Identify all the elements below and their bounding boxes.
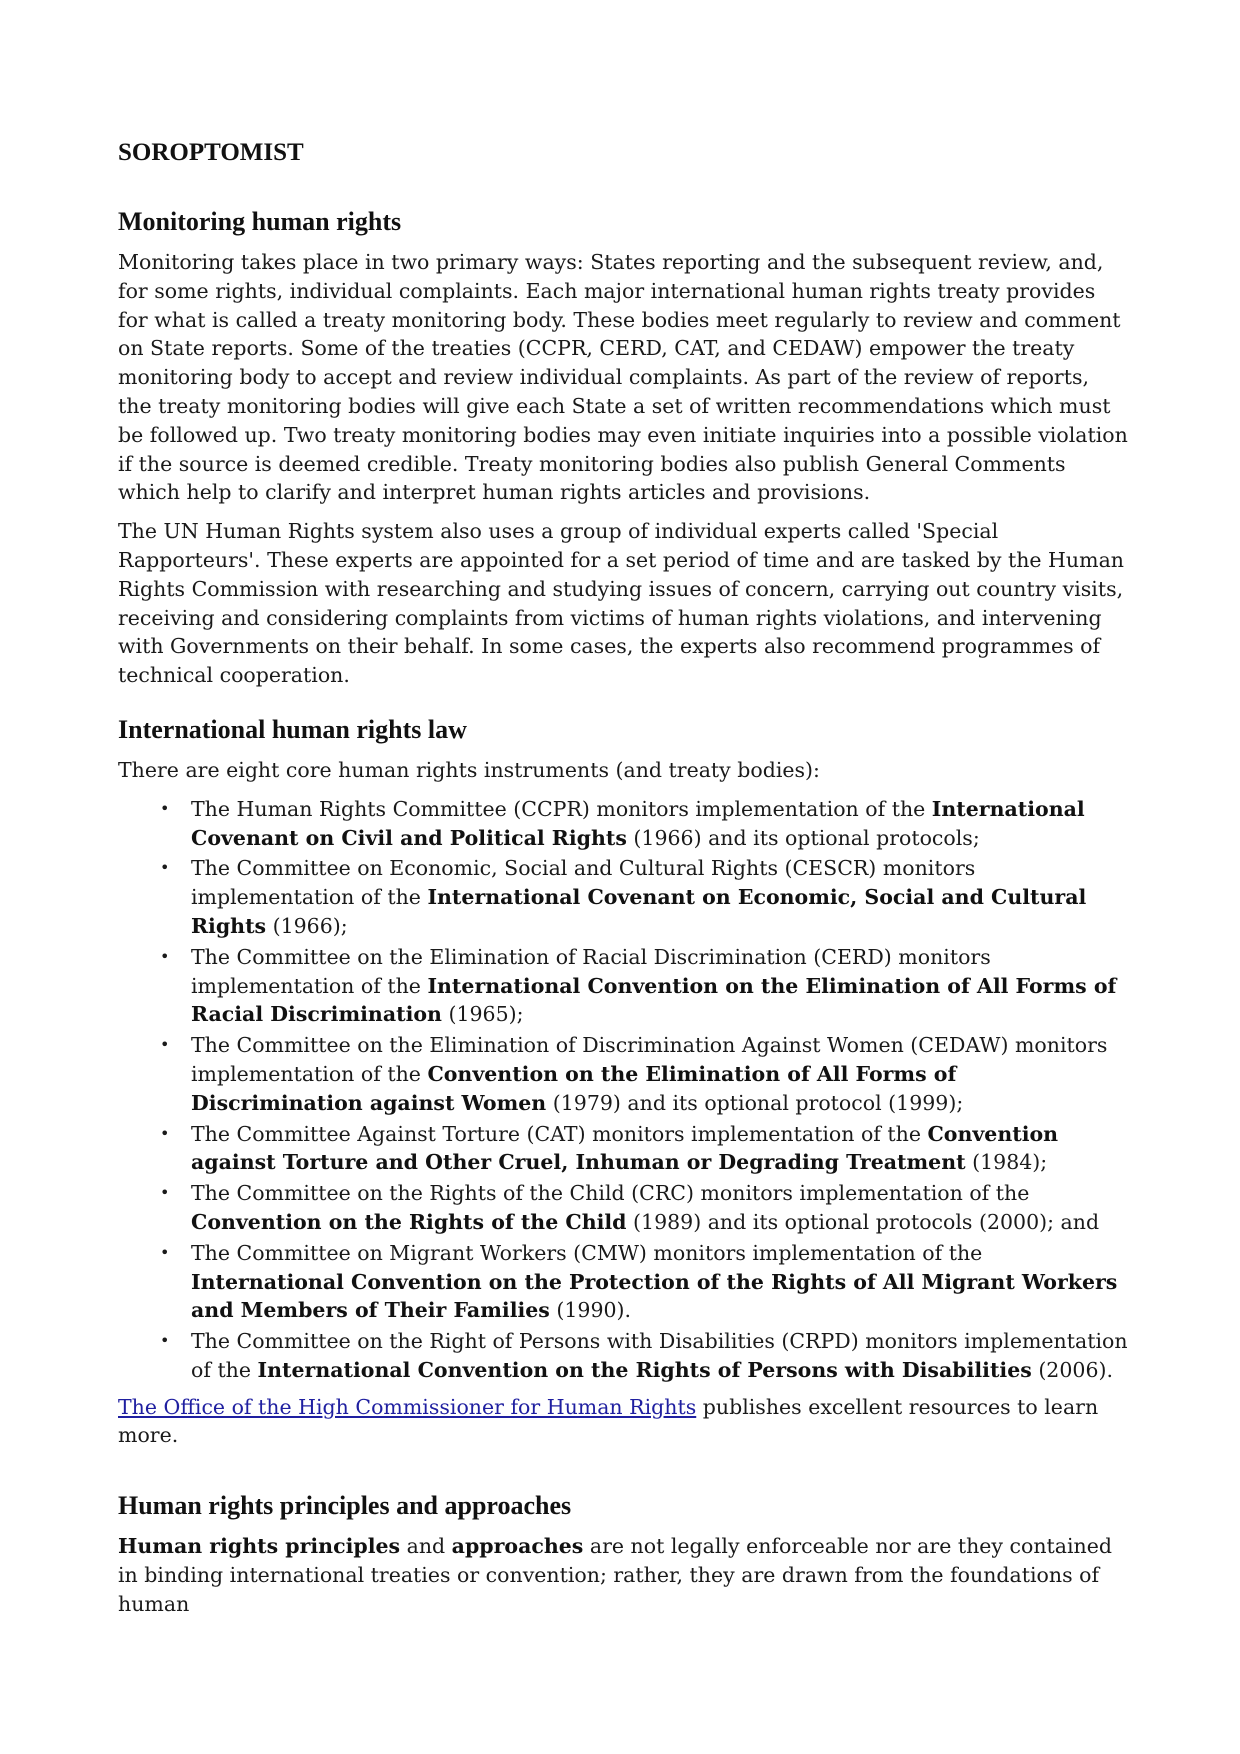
list-item-text: The Committee on Migrant Workers (CMW) monitors implementation of the xyxy=(191,1240,983,1265)
list-item-text: (1966) and its optional protocols; xyxy=(626,825,980,850)
list-item-text: The Human Rights Committee (CCPR) monitors implementation of the xyxy=(191,796,932,821)
list-item xyxy=(118,943,1128,1029)
bullet-icon: • xyxy=(160,946,170,966)
bullet-icon: • xyxy=(160,1123,170,1143)
treaty-name: Convention on the Rights of the Child xyxy=(191,1209,627,1234)
list-item xyxy=(118,1031,1128,1117)
document-page xyxy=(118,138,1128,1643)
list-item-text: The Committee on Economic, Social and Cultural Rights (CESCR) monitors implementation of the xyxy=(191,856,976,910)
list-item xyxy=(118,854,1128,940)
section-heading-monitoring: Monitoring human rights xyxy=(118,207,402,236)
section-law xyxy=(118,714,1128,1450)
paragraph-monitoring-2: The UN Human Rights system also uses a group of individual experts called 'Special Rapporteurs'. These experts are appointed for a set period of time and are tasked by the Human Rights Commission with researching and studying issues of concern, carrying out country visits, receiving and considering complaints from victims of human rights violations, and intervening with Governments on their behalf. In some cases, the experts also recommend programmes of technical cooperation. xyxy=(118,519,1124,688)
section-monitoring xyxy=(118,206,1128,690)
bullet-icon: • xyxy=(160,1242,170,1262)
section-principles xyxy=(118,1490,1128,1618)
principles-text: and xyxy=(400,1534,452,1559)
ohchr-link[interactable]: The Office of the High Commissioner for Human Rights xyxy=(118,1394,697,1419)
paragraph-law-intro: There are eight core human rights instruments (and treaty bodies): xyxy=(118,757,820,782)
list-item-text: The Committee on the Elimination of Racial Discrimination (CERD) monitors implementation of the xyxy=(191,944,991,998)
treaty-name: Convention against Torture and Other Cruel, Inhuman or Degrading Treatment xyxy=(191,1121,1059,1175)
list-item-text: (1989) and its optional protocols (2000); and xyxy=(626,1209,1100,1234)
paragraph-monitoring-1: Monitoring takes place in two primary ways: States reporting and the subsequent review, and, for some rights, individual complaints. Each major international human rights treaty provides for what is called a treaty monitoring body. These bodies meet regularly to review and comment on State reports. Some of the treaties (CCPR, CERD, CAT, and CEDAW) empower the treaty monitoring body to accept and review individual complaints. As part of the review of reports, the treaty monitoring bodies will give each State a set of written recommendations which must be followed up. Two treaty monitoring bodies may even initiate inquiries into a possible violation if the source is deemed credible. Treaty monitoring bodies also publish General Comments which help to clarify and interpret human rights articles and provisions. xyxy=(118,250,1128,505)
section-heading-law: International human rights law xyxy=(118,714,467,744)
bullet-icon: • xyxy=(160,858,170,878)
paragraph-law-outro xyxy=(118,1393,1128,1451)
list-item xyxy=(118,1179,1128,1237)
treaty-name: International Covenant on Economic, Social and Cultural Rights xyxy=(191,885,1087,938)
treaty-name: International Convention on the Protection of the Rights of All Migrant Workers and Members of Their Families xyxy=(191,1269,1118,1323)
list-item-text: The Committee Against Torture (CAT) monitors implementation of the xyxy=(191,1121,928,1146)
bullet-icon: • xyxy=(160,1035,170,1055)
treaty-name: Convention on the Elimination of All Forms of Discrimination against Women xyxy=(191,1061,957,1115)
section-heading-principles: Human rights principles and approaches xyxy=(118,1491,572,1521)
list-item xyxy=(118,795,1128,853)
treaty-list xyxy=(118,795,1128,1385)
organization-title: SOROPTOMIST xyxy=(118,139,304,166)
bullet-icon: • xyxy=(160,798,170,818)
list-item-text: (1984); xyxy=(965,1150,1048,1175)
treaty-name: International Convention on the Rights of Persons with Disabilities xyxy=(257,1357,1032,1382)
outro-text: publishes excellent resources to learn more. xyxy=(118,1394,1099,1448)
treaty-name: International Covenant on Civil and Political Rights xyxy=(191,796,1085,850)
list-item-text: The Committee on the Rights of the Child (CRC) monitors implementation of the xyxy=(191,1181,1030,1206)
bold-term-principles: Human rights principles xyxy=(118,1534,401,1559)
list-item-text: The Committee on the Elimination of Discrimination Against Women (CEDAW) monitors implementation of the xyxy=(191,1033,1108,1086)
principles-text: are not legally enforceable nor are they contained in binding international treaties or convention; rather, they are drawn from the foundations of human xyxy=(118,1534,1113,1616)
list-item xyxy=(118,1327,1128,1385)
list-item-text: The Committee on the Right of Persons with Disabilities (CRPD) monitors implementation of the xyxy=(191,1329,1128,1382)
list-item-text: (1979) and its optional protocol (1999); xyxy=(546,1090,964,1115)
list-item-text: (1990). xyxy=(549,1298,632,1323)
bold-term-approaches: approaches xyxy=(451,1534,584,1559)
list-item-text: (1965); xyxy=(441,1002,524,1027)
list-item xyxy=(118,1120,1128,1178)
list-item xyxy=(118,1239,1128,1325)
treaty-name: International Convention on the Elimination of All Forms of Racial Discrimination xyxy=(191,973,1117,1027)
paragraph-principles xyxy=(118,1532,1128,1618)
bullet-icon: • xyxy=(160,1183,170,1203)
list-item-text: (1966); xyxy=(266,913,348,938)
list-item-text: (2006). xyxy=(1031,1357,1113,1382)
bullet-icon: • xyxy=(160,1331,170,1351)
